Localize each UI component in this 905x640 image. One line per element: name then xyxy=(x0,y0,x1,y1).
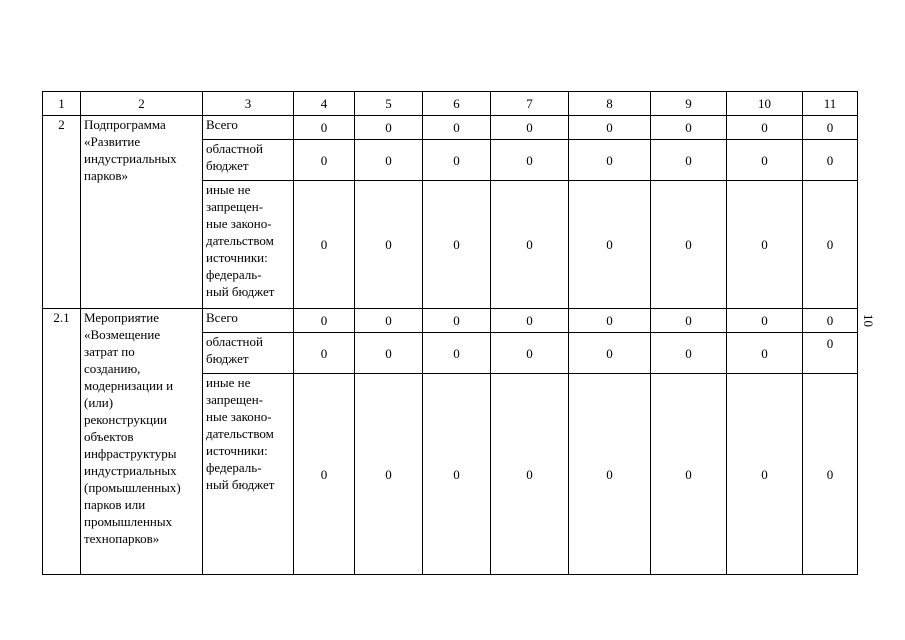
funding-source: областной бюджет xyxy=(203,140,294,181)
value-cell: 0 xyxy=(569,309,651,333)
page-number: 10 xyxy=(861,314,876,327)
value-cell: 0 xyxy=(727,140,803,181)
header-cell: 8 xyxy=(569,92,651,116)
value-cell: 0 xyxy=(423,333,491,374)
value-cell: 0 xyxy=(423,374,491,575)
value-cell: 0 xyxy=(727,374,803,575)
value-cell: 0 xyxy=(569,374,651,575)
header-cell: 6 xyxy=(423,92,491,116)
value-cell: 0 xyxy=(803,181,858,309)
value-cell: 0 xyxy=(803,309,858,333)
program-name: Подпрограмма «Развитие индустриальных парков» xyxy=(81,116,203,309)
header-cell: 7 xyxy=(491,92,569,116)
value-cell: 0 xyxy=(651,374,727,575)
value-cell: 0 xyxy=(569,181,651,309)
value-cell: 0 xyxy=(294,181,355,309)
header-cell: 2 xyxy=(81,92,203,116)
value-cell: 0 xyxy=(569,333,651,374)
row-index: 2.1 xyxy=(43,309,81,575)
table-row xyxy=(43,116,858,140)
value-cell: 0 xyxy=(651,116,727,140)
value-cell: 0 xyxy=(423,140,491,181)
value-cell: 0 xyxy=(355,309,423,333)
value-cell: 0 xyxy=(294,140,355,181)
funding-source: областной бюджет xyxy=(203,333,294,374)
header-cell: 3 xyxy=(203,92,294,116)
value-cell: 0 xyxy=(423,116,491,140)
value-cell: 0 xyxy=(651,309,727,333)
value-cell: 0 xyxy=(491,374,569,575)
funding-source: Всего xyxy=(203,116,294,140)
value-cell: 0 xyxy=(294,333,355,374)
value-cell: 0 xyxy=(803,333,858,374)
header-cell: 4 xyxy=(294,92,355,116)
value-cell: 0 xyxy=(294,116,355,140)
value-cell: 0 xyxy=(727,116,803,140)
value-cell: 0 xyxy=(423,181,491,309)
value-cell: 0 xyxy=(491,309,569,333)
table-row xyxy=(43,309,858,333)
value-cell: 0 xyxy=(491,333,569,374)
value-cell: 0 xyxy=(294,309,355,333)
value-cell: 0 xyxy=(569,116,651,140)
value-cell: 0 xyxy=(651,140,727,181)
row-index: 2 xyxy=(43,116,81,309)
value-cell: 0 xyxy=(491,116,569,140)
value-cell: 0 xyxy=(355,140,423,181)
value-cell: 0 xyxy=(727,309,803,333)
value-cell: 0 xyxy=(355,181,423,309)
header-row xyxy=(43,92,858,116)
value-cell: 0 xyxy=(491,181,569,309)
value-cell: 0 xyxy=(423,309,491,333)
value-cell: 0 xyxy=(803,116,858,140)
value-cell: 0 xyxy=(651,181,727,309)
value-cell: 0 xyxy=(803,140,858,181)
value-cell: 0 xyxy=(355,116,423,140)
value-cell: 0 xyxy=(355,333,423,374)
header-cell: 5 xyxy=(355,92,423,116)
value-cell: 0 xyxy=(491,140,569,181)
header-cell: 1 xyxy=(43,92,81,116)
value-cell: 0 xyxy=(355,374,423,575)
header-cell: 11 xyxy=(803,92,858,116)
value-cell: 0 xyxy=(727,181,803,309)
value-cell: 0 xyxy=(803,374,858,575)
value-cell: 0 xyxy=(651,333,727,374)
funding-source: иные не запрещен- ные законо- дательством источники: федераль- ный бюджет xyxy=(203,374,294,575)
budget-table xyxy=(42,91,858,575)
funding-source: Всего xyxy=(203,309,294,333)
value-cell: 0 xyxy=(727,333,803,374)
value-cell: 0 xyxy=(569,140,651,181)
funding-source: иные не запрещен- ные законо- дательством источники: федераль- ный бюджет xyxy=(203,181,294,309)
program-name: Мероприятие «Возмещение затрат по созданию, модернизации и (или) реконструкции объектов инфраструктуры индустриальных (промышленных) парков или промышленных технопарков» xyxy=(81,309,203,575)
value-cell: 0 xyxy=(294,374,355,575)
header-cell: 10 xyxy=(727,92,803,116)
header-cell: 9 xyxy=(651,92,727,116)
